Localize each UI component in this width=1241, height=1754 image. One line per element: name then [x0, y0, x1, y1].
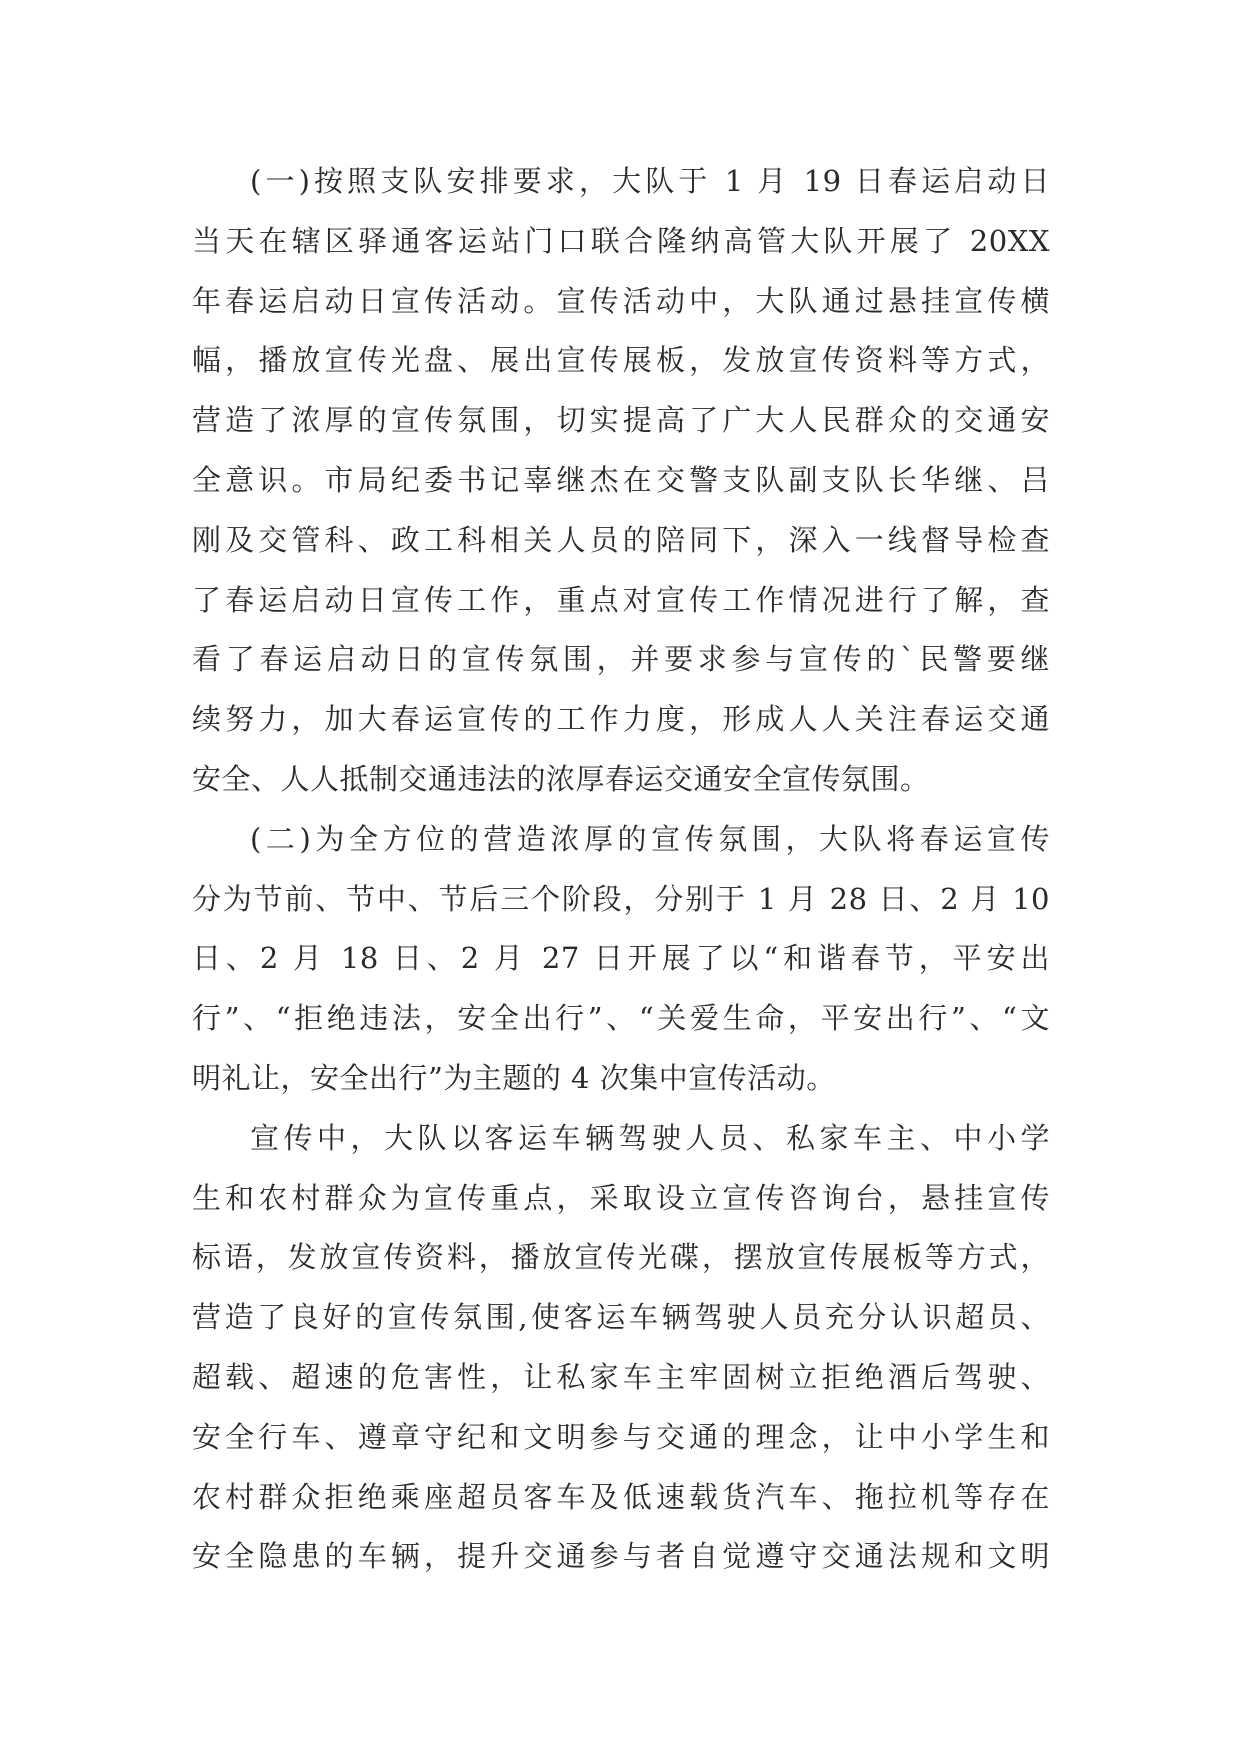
paragraph-line: 超载、超速的危害性，让私家车主牢固树立拒绝酒后驾驶、 [192, 1359, 1050, 1394]
paragraph-2 [192, 810, 1050, 1109]
paragraph-line: 生和农村群众为宣传重点，采取设立宣传咨询台，悬挂宣传 [192, 1180, 1050, 1215]
paragraph-line: 日、2 月 18 日、2 月 27 日开展了以“和谐春节，平安出 [192, 941, 1050, 976]
paragraph-line: 农村群众拒绝乘座超员客车及低速载货汽车、拖拉机等存在 [192, 1479, 1050, 1514]
paragraph-line: 明礼让，安全出行”为主题的 4 次集中宣传活动。 [192, 1060, 836, 1095]
paragraph-line: 了春运启动日宣传工作，重点对宣传工作情况进行了解，查 [192, 582, 1050, 617]
paragraph-line: 幅，播放宣传光盘、展出宣传展板，发放宣传资料等方式， [192, 343, 1050, 378]
paragraph-line: (一)按照支队安排要求，大队于 1 月 19 日春运启动日 [250, 164, 1050, 198]
paragraph-line: 安全、人人抵制交通违法的浓厚春运交通安全宣传氛围。 [192, 761, 930, 796]
paragraph-line: 全意识。市局纪委书记辜继杰在交警支队副支队长华继、吕 [192, 462, 1050, 497]
paragraph-line: 宣传中，大队以客运车辆驾驶人员、私家车主、中小学 [250, 1120, 1050, 1155]
paragraph-line: (二)为全方位的营造浓厚的宣传氛围，大队将春运宣传 [250, 821, 1050, 856]
paragraph-line: 续努力，加大春运宣传的工作力度，形成人人关注春运交通 [192, 702, 1050, 737]
paragraph-3 [192, 1109, 1050, 1587]
paragraph-line: 营造了良好的宣传氛围,使客运车辆驾驶人员充分认识超员、 [192, 1300, 1050, 1335]
paragraph-1 [192, 152, 1050, 810]
paragraph-line: 营造了浓厚的宣传氛围，切实提高了广大人民群众的交通安 [192, 403, 1050, 438]
paragraph-line: 安全行车、遵章守纪和文明参与交通的理念，让中小学生和 [192, 1419, 1050, 1454]
paragraph-line: 年春运启动日宣传活动。宣传活动中，大队通过悬挂宣传横 [192, 283, 1050, 318]
paragraph-line: 分为节前、节中、节后三个阶段，分别于 1 月 28 日、2 月 10 [192, 881, 1050, 916]
paragraph-line: 刚及交管科、政工科相关人员的陪同下，深入一线督导检查 [192, 522, 1050, 557]
document-body [192, 152, 1050, 1587]
paragraph-line: 标语，发放宣传资料，播放宣传光碟，摆放宣传展板等方式， [192, 1240, 1050, 1275]
paragraph-line: 看了春运启动日的宣传氛围，并要求参与宣传的`民警要继 [192, 642, 1050, 677]
paragraph-line: 安全隐患的车辆，提升交通参与者自觉遵守交通法规和文明 [192, 1539, 1050, 1574]
paragraph-line: 当天在辖区驿通客运站门口联合隆纳高管大队开展了 20XX [192, 223, 1050, 258]
paragraph-line: 行”、“拒绝违法，安全出行”、“关爱生命，平安出行”、“文 [192, 1001, 1050, 1036]
